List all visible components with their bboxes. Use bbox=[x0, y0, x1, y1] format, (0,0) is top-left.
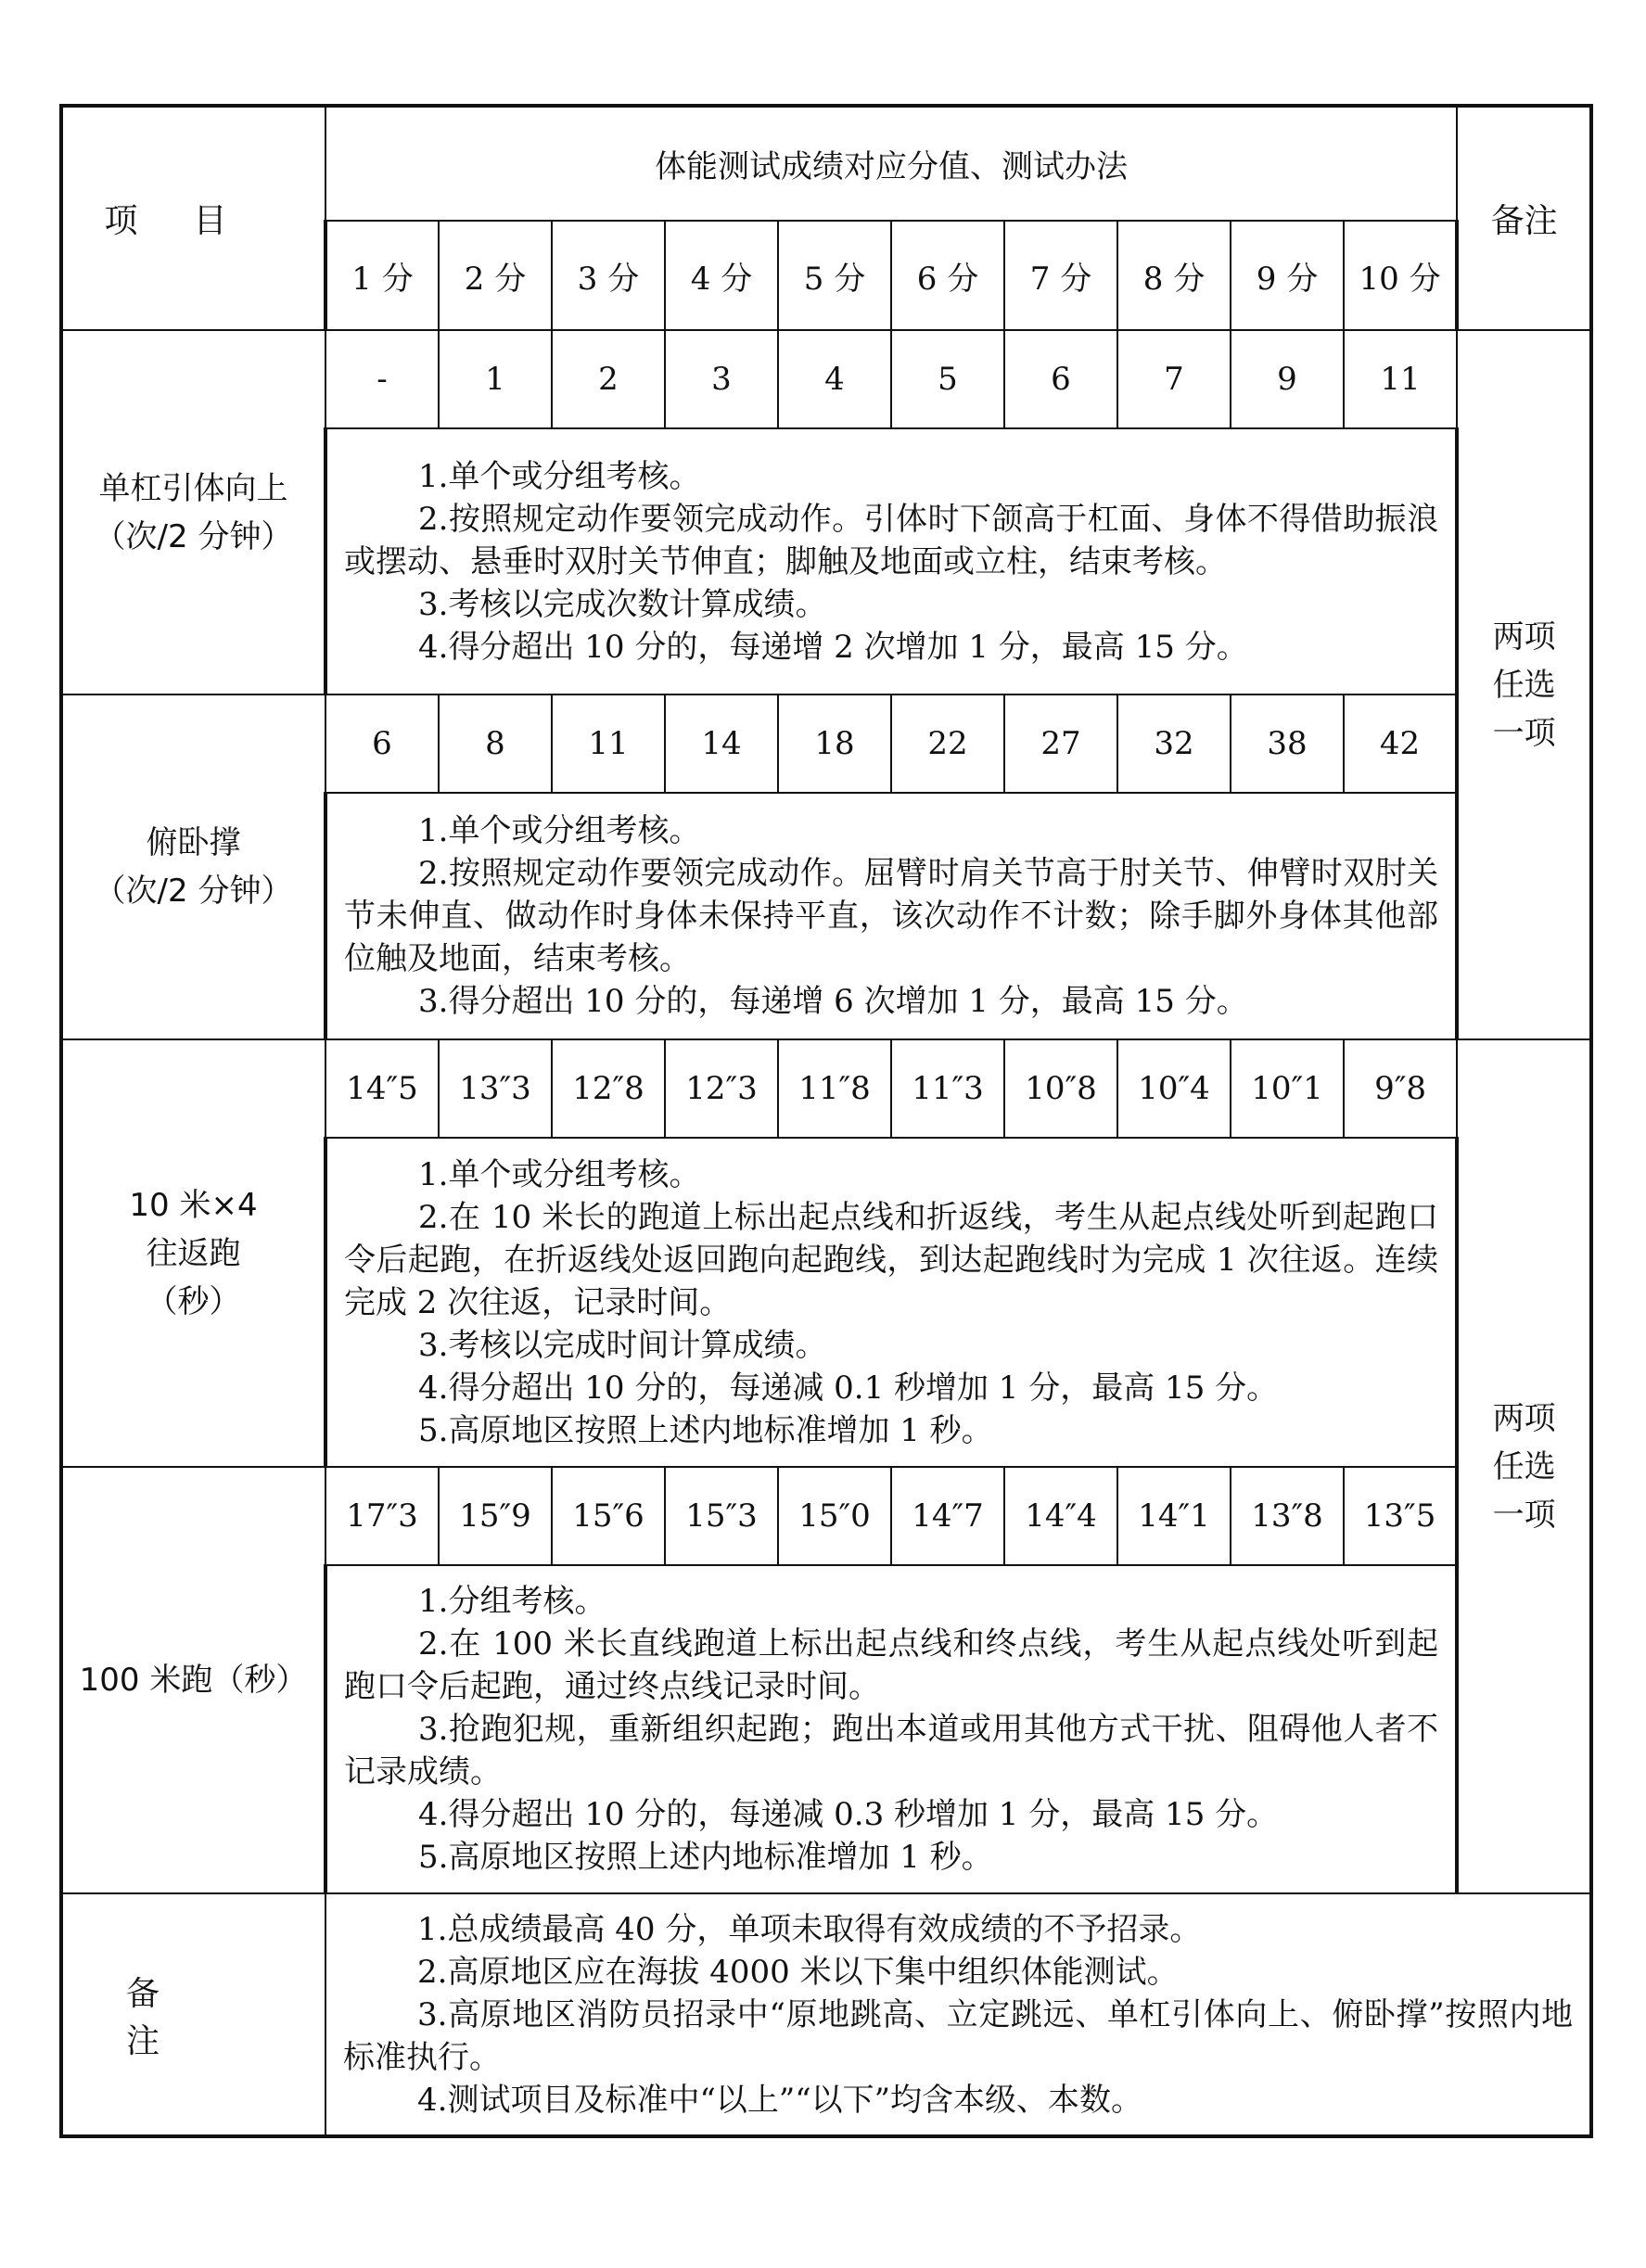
item-name-pushup bbox=[61, 694, 325, 1039]
pick-one-remark-2 bbox=[1457, 1039, 1591, 1893]
pick-one-remark-1 bbox=[1457, 330, 1591, 1039]
value-cell: 15″9 bbox=[439, 1467, 552, 1565]
item-name-line: （秒） bbox=[146, 1282, 241, 1320]
value-cell: 8 bbox=[439, 694, 552, 793]
note-line: 3.高原地区消防员招录中“原地跳高、立定跳远、单杠引体向上、俯卧撑”按照内地标准执行。 bbox=[343, 1995, 1574, 2076]
remark-line: 两项 bbox=[1492, 618, 1556, 656]
method-line: 2.按照规定动作要领完成动作。屈臂时肩关节高于肘关节、伸臂时双肘关节未伸直、做动作时身体未保持平直，该次动作不计数；除手脚外身体其他部位触及地面，结束考核。 bbox=[344, 855, 1439, 977]
method-line: 3.得分超出 10 分的，每递增 6 次增加 1 分，最高 15 分。 bbox=[418, 983, 1248, 1020]
method-line: 5.高原地区按照上述内地标准增加 1 秒。 bbox=[418, 1839, 993, 1876]
table-title: 体能测试成绩对应分值、测试办法 bbox=[325, 106, 1457, 221]
value-cell: 14″5 bbox=[325, 1039, 439, 1138]
note-line: 2.高原地区应在海拔 4000 米以下集中组织体能测试。 bbox=[417, 1953, 1179, 1991]
method-line: 2.在 100 米长直线跑道上标出起点线和终点线，考生从起点线处听到起跑口令后起跑，通过终点线记录时间。 bbox=[344, 1625, 1439, 1705]
value-cell: 11″3 bbox=[891, 1039, 1004, 1138]
note-line: 4.测试项目及标准中“以上”“以下”均含本级、本数。 bbox=[417, 2081, 1142, 2119]
method-line: 3.抢跑犯规，重新组织起跑；跑出本道或用其他方式干扰、阻碍他人者不记录成绩。 bbox=[344, 1711, 1439, 1790]
method-line: 4.得分超出 10 分的，每递增 2 次增加 1 分，最高 15 分。 bbox=[418, 628, 1248, 666]
method-line: 3.考核以完成次数计算成绩。 bbox=[418, 585, 827, 623]
value-cell: 14″7 bbox=[891, 1467, 1004, 1565]
method-pushup bbox=[325, 793, 1457, 1039]
score-header: 2 分 bbox=[439, 221, 552, 330]
score-header: 5 分 bbox=[778, 221, 891, 330]
value-cell: 9 bbox=[1231, 330, 1344, 428]
value-cell: 13″3 bbox=[439, 1039, 552, 1138]
score-header: 4 分 bbox=[665, 221, 778, 330]
method-line: 2.按照规定动作要领完成动作。引体时下颌高于杠面、身体不得借助振浪或摆动、悬垂时双肘关节伸直；脚触及地面或立柱，结束考核。 bbox=[344, 500, 1439, 580]
item-header: 项目 bbox=[61, 106, 325, 330]
item-name-shuttle-run bbox=[61, 1039, 325, 1467]
value-cell: 11 bbox=[552, 694, 665, 793]
value-cell: 14″1 bbox=[1117, 1467, 1231, 1565]
value-cell: 13″5 bbox=[1344, 1467, 1457, 1565]
value-cell: 3 bbox=[665, 330, 778, 428]
value-cell: 38 bbox=[1231, 694, 1344, 793]
method-line: 4.得分超出 10 分的，每递减 0.1 秒增加 1 分，最高 15 分。 bbox=[418, 1369, 1279, 1407]
remark-header: 备注 bbox=[1457, 106, 1591, 330]
method-line: 4.得分超出 10 分的，每递减 0.3 秒增加 1 分，最高 15 分。 bbox=[418, 1796, 1279, 1833]
notes-label: 备注 bbox=[61, 1893, 325, 2136]
method-pullup bbox=[325, 428, 1457, 694]
value-cell: 11″8 bbox=[778, 1039, 891, 1138]
method-line: 1.分组考核。 bbox=[418, 1583, 606, 1620]
remark-line: 任选 bbox=[1492, 666, 1556, 704]
method-line: 1.单个或分组考核。 bbox=[418, 457, 701, 495]
value-cell: 15″6 bbox=[552, 1467, 665, 1565]
value-cell: 10″4 bbox=[1117, 1039, 1231, 1138]
value-cell: 6 bbox=[1004, 330, 1117, 428]
value-cell: 15″3 bbox=[665, 1467, 778, 1565]
note-line: 1.总成绩最高 40 分，单项未取得有效成绩的不予招录。 bbox=[417, 1910, 1202, 1948]
value-cell: 32 bbox=[1117, 694, 1231, 793]
remark-line: 两项 bbox=[1492, 1399, 1556, 1437]
value-cell: 7 bbox=[1117, 330, 1231, 428]
value-cell: 42 bbox=[1344, 694, 1457, 793]
value-cell: 14 bbox=[665, 694, 778, 793]
value-cell: 18 bbox=[778, 694, 891, 793]
scoring-table bbox=[59, 104, 1593, 2138]
remark-line: 一项 bbox=[1492, 1496, 1556, 1534]
method-line: 5.高原地区按照上述内地标准增加 1 秒。 bbox=[418, 1411, 993, 1449]
value-cell: 6 bbox=[325, 694, 439, 793]
method-line: 2.在 10 米长的跑道上标出起点线和折返线，考生从起点线处听到起跑口令后起跑，在折返线处返回跑向起跑线，到达起跑线时为完成 1 次往返。连续完成 2 次往返，记录时间。 bbox=[344, 1198, 1439, 1321]
item-name-line: 俯卧撑 bbox=[146, 824, 241, 861]
method-line: 3.考核以完成时间计算成绩。 bbox=[418, 1326, 827, 1364]
value-cell: 22 bbox=[891, 694, 1004, 793]
item-name-line: （次/2 分钟） bbox=[94, 517, 293, 555]
notes-body bbox=[325, 1893, 1591, 2136]
remark-line: 任选 bbox=[1492, 1447, 1556, 1485]
value-cell: 13″8 bbox=[1231, 1467, 1344, 1565]
value-cell: 12″3 bbox=[665, 1039, 778, 1138]
item-name-100m bbox=[61, 1467, 325, 1893]
score-header: 9 分 bbox=[1231, 221, 1344, 330]
score-header: 10 分 bbox=[1344, 221, 1457, 330]
score-header: 1 分 bbox=[325, 221, 439, 330]
method-line: 1.单个或分组考核。 bbox=[418, 812, 701, 849]
value-cell: 5 bbox=[891, 330, 1004, 428]
item-name-pullup bbox=[61, 330, 325, 694]
value-cell: 17″3 bbox=[325, 1467, 439, 1565]
method-line: 1.单个或分组考核。 bbox=[418, 1155, 701, 1193]
score-header: 6 分 bbox=[891, 221, 1004, 330]
score-header: 8 分 bbox=[1117, 221, 1231, 330]
value-cell: 4 bbox=[778, 330, 891, 428]
value-cell: 12″8 bbox=[552, 1039, 665, 1138]
value-cell: 27 bbox=[1004, 694, 1117, 793]
item-name-line: 10 米×4 bbox=[129, 1186, 258, 1224]
value-cell: 10″1 bbox=[1231, 1039, 1344, 1138]
item-name-line: 100 米跑（秒） bbox=[79, 1662, 308, 1699]
method-100m bbox=[325, 1565, 1457, 1893]
item-name-line: 单杠引体向上 bbox=[98, 469, 288, 507]
method-shuttle-run bbox=[325, 1138, 1457, 1467]
score-header: 3 分 bbox=[552, 221, 665, 330]
value-cell: 9″8 bbox=[1344, 1039, 1457, 1138]
remark-line: 一项 bbox=[1492, 714, 1556, 752]
item-name-line: （次/2 分钟） bbox=[94, 873, 293, 910]
value-cell: 11 bbox=[1344, 330, 1457, 428]
value-cell: - bbox=[325, 330, 439, 428]
value-cell: 10″8 bbox=[1004, 1039, 1117, 1138]
value-cell: 15″0 bbox=[778, 1467, 891, 1565]
score-header: 7 分 bbox=[1004, 221, 1117, 330]
value-cell: 14″4 bbox=[1004, 1467, 1117, 1565]
value-cell: 2 bbox=[552, 330, 665, 428]
fitness-standard-table bbox=[59, 104, 1589, 2138]
value-cell: 1 bbox=[439, 330, 552, 428]
item-name-line: 往返跑 bbox=[146, 1234, 241, 1272]
